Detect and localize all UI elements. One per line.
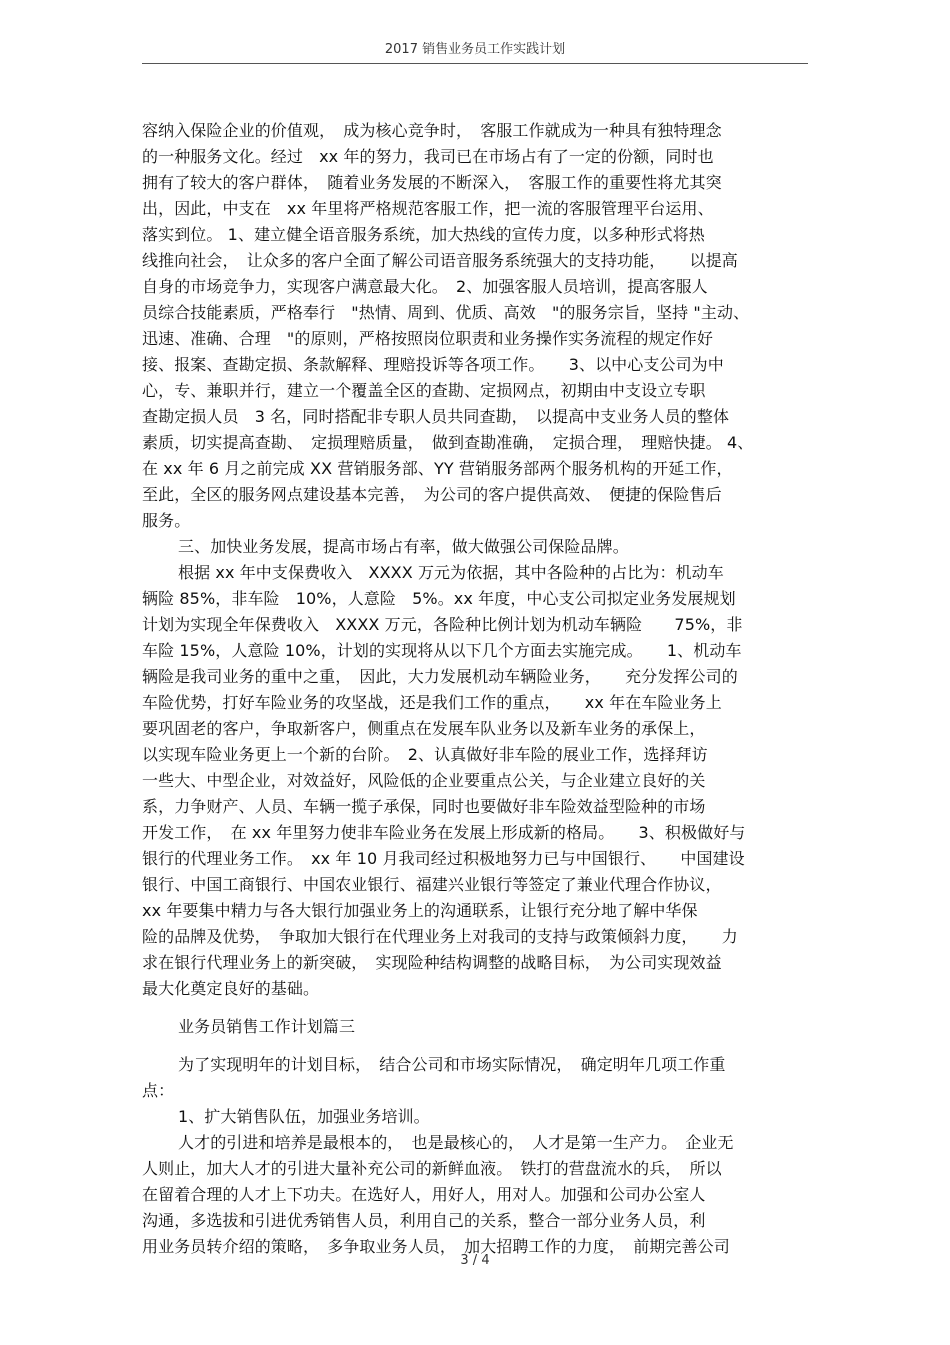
- text-line: 容纳入保险企业的价值观， 成为核心竞争时， 客服工作就成为一种具有独特理念: [142, 121, 722, 140]
- text-line: 至此，全区的服务网点建设基本完善， 为公司的客户提供高效、 便捷的保险售后: [142, 485, 722, 504]
- text-line: 为了实现明年的计划目标， 结合公司和市场实际情况， 确定明年几项工作重: [178, 1055, 726, 1074]
- text-line: 用业务员转介绍的策略， 多争取业务人员， 加大招聘工作的力度， 前期完善公司: [142, 1237, 730, 1256]
- text-line: xx 年要集中精力与各大银行加强业务上的沟通联系，让银行充分地了解中华保: [142, 901, 698, 920]
- text-line: 辆险是我司业务的重中之重， 因此，大力发展机动车辆险业务， 充分发挥公司的: [142, 667, 738, 686]
- text-line: 落实到位。 1、建立健全语音服务系统，加大热线的宣传力度，以多种形式将热: [142, 225, 705, 244]
- text-line: 一些大、中型企业，对效益好，风险低的企业要重点公关，与企业建立良好的关: [142, 771, 706, 790]
- page-number: 3 / 4: [460, 1253, 490, 1268]
- text-line: 人才的引进和培养是最根本的， 也是最核心的， 人才是第一生产力。 企业无: [178, 1133, 734, 1152]
- header-divider: [142, 63, 808, 64]
- text-line: 辆险 85%，非车险 10%，人意险 5%。xx 年度，中心支公司拟定业务发展规划: [142, 589, 736, 608]
- section-heading: 三、加快业务发展，提高市场占有率，做大做强公司保险品牌。: [178, 537, 629, 556]
- paragraph-gap: [142, 1040, 808, 1052]
- text-line: 迅速、准确、合理 "的原则，严格按照岗位职责和业务操作实务流程的规定作好: [142, 329, 713, 348]
- text-line: 服务。: [142, 511, 191, 530]
- text-line: 的一种服务文化。经过 xx 年的努力，我司已在市场占有了一定的份额，同时也: [142, 147, 714, 166]
- text-line: 险的品牌及优势， 争取加大银行在代理业务上对我司的支持与政策倾斜力度， 力: [142, 927, 738, 946]
- paragraph-gap: [142, 1002, 808, 1014]
- text-line: 素质，切实提高查勘、 定损理赔质量， 做到查勘准确， 定损合理， 理赔快捷。 4、: [142, 433, 754, 452]
- text-line: 以实现车险业务更上一个新的台阶。 2、认真做好非车险的展业工作，选择拜访: [142, 745, 708, 764]
- text-line: 求在银行代理业务上的新突破， 实现险种结构调整的战略目标， 为公司实现效益: [142, 953, 722, 972]
- text-line: 点：: [142, 1081, 175, 1100]
- text-line: 接、报案、查勘定损、条款解释、理赔投诉等各项工作。 3、以中心支公司为中: [142, 355, 724, 374]
- text-line: 车险 15%，人意险 10%，计划的实现将从以下几个方面去实施完成。 1、机动车: [142, 641, 742, 660]
- text-line: 人则止，加大人才的引进大量补充公司的新鲜血液。 铁打的营盘流水的兵， 所以: [142, 1159, 722, 1178]
- text-line: 开发工作， 在 xx 年里努力使非车险业务在发展上形成新的格局。 3、积极做好与: [142, 823, 746, 842]
- text-line: 银行、中国工商银行、中国农业银行、福建兴业银行等签定了兼业代理合作协议，: [142, 875, 722, 894]
- text-line: 系，力争财产、人员、车辆一揽子承保，同时也要做好非车险效益型险种的市场: [142, 797, 706, 816]
- text-line: 在留着合理的人才上下功夫。在选好人，用好人，用对人。加强和公司办公室人: [142, 1185, 706, 1204]
- text-line: 银行的代理业务工作。 xx 年 10 月我司经过积极地努力已与中国银行、 中国建设: [142, 849, 745, 868]
- text-line: 自身的市场竞争力，实现客户满意最大化。 2、加强客服人员培训，提高客服人: [142, 277, 708, 296]
- text-line: 出，因此，中支在 xx 年里将严格规范客服工作，把一流的客服管理平台运用、: [142, 199, 714, 218]
- text-line: 在 xx 年 6 月之前完成 XX 营销服务部、YY 营销服务部两个服务机构的开延工作，: [142, 459, 733, 478]
- document-body: [142, 118, 808, 1260]
- text-line: 员综合技能素质，严格奉行 "热情、周到、优质、高效 "的服务宗旨，坚持 "主动、: [142, 303, 750, 322]
- list-item-heading: 1、扩大销售队伍，加强业务培训。: [178, 1107, 430, 1126]
- section-title: 业务员销售工作计划篇三: [178, 1017, 356, 1036]
- text-line: 根据 xx 年中支保费收入 XXXX 万元为依据，其中各险种的占比为：机动车: [178, 563, 724, 582]
- text-line: 要巩固老的客户，争取新客户，侧重点在发展车队业务以及新车业务的承保上，: [142, 719, 706, 738]
- text-line: 拥有了较大的客户群体， 随着业务发展的不断深入， 客服工作的重要性将尤其突: [142, 173, 722, 192]
- text-line: 线推向社会， 让众多的客户全面了解公司语音服务系统强大的支持功能， 以提高: [142, 251, 738, 270]
- running-header: 2017 销售业务员工作实践计划: [384, 42, 566, 57]
- text-line: 车险优势，打好车险业务的攻坚战，还是我们工作的重点， xx 年在车险业务上: [142, 693, 722, 712]
- text-line: 查勘定损人员 3 名，同时搭配非专职人员共同查勘， 以提高中支业务人员的整体: [142, 407, 730, 426]
- text-line: 计划为实现全年保费收入 XXXX 万元，各险种比例计划为机动车辆险 75%，非: [142, 615, 743, 634]
- text-line: 沟通，多选拔和引进优秀销售人员，利用自己的关系，整合一部分业务人员，利: [142, 1211, 706, 1230]
- text-line: 心，专、兼职并行，建立一个覆盖全区的查勘、定损网点，初期由中支设立专职: [142, 381, 706, 400]
- text-line: 最大化奠定良好的基础。: [142, 979, 320, 998]
